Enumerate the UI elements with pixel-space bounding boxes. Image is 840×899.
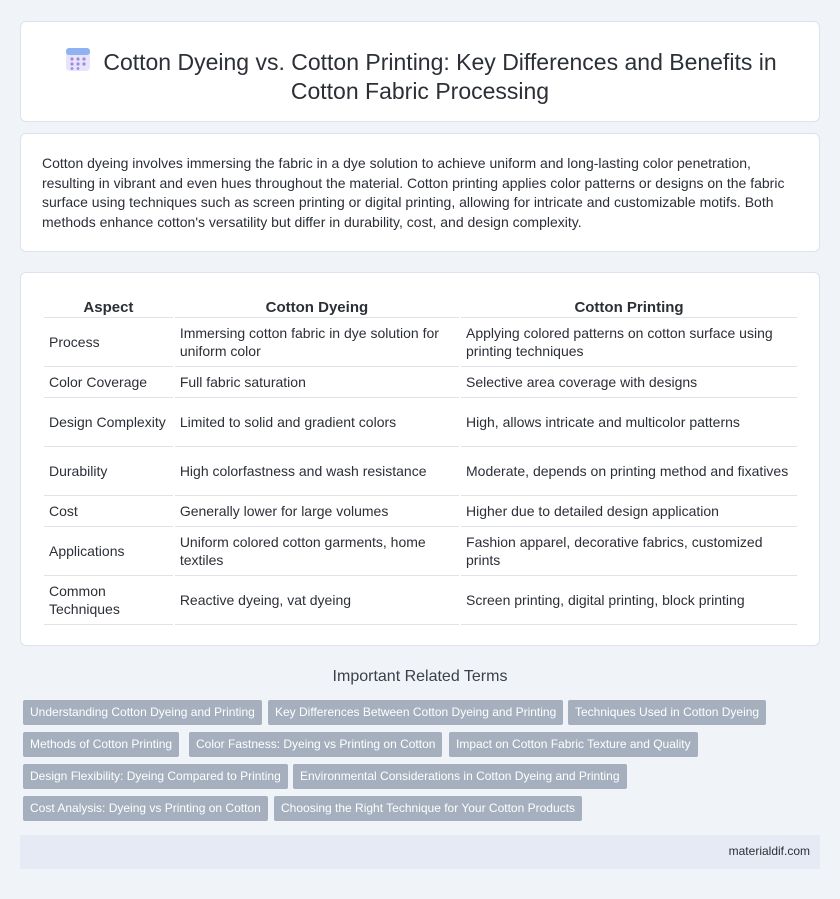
related-tag-link[interactable]: Design Flexibility: Dyeing Compared to Printing	[23, 764, 288, 789]
related-tag-link[interactable]: Impact on Cotton Fabric Texture and Quality	[449, 732, 698, 757]
related-tag-link[interactable]: Understanding Cotton Dyeing and Printing	[23, 700, 262, 725]
table-row	[44, 367, 797, 398]
footer-site-link[interactable]: materialdif.com	[728, 844, 810, 858]
header-cotton-printing: Cotton Printing	[461, 294, 797, 318]
row-dyeing: Limited to solid and gradient colors	[175, 398, 459, 447]
related-tag-link[interactable]: Color Fastness: Dyeing vs Printing on Cotton	[189, 732, 442, 757]
row-printing: Moderate, depends on printing method and fixatives	[461, 447, 797, 496]
header-cotton-dyeing: Cotton Dyeing	[175, 294, 459, 318]
title-card	[20, 21, 820, 122]
intro-card	[20, 133, 820, 252]
page-title-wrap	[21, 44, 819, 106]
row-aspect: Durability	[44, 447, 173, 496]
table-row	[44, 496, 797, 527]
header-aspect: Aspect	[44, 294, 173, 318]
related-tag-link[interactable]: Key Differences Between Cotton Dyeing and Printing	[268, 700, 563, 725]
table-row	[44, 576, 797, 625]
footer	[20, 835, 820, 869]
intro-paragraph: Cotton dyeing involves immersing the fabric in a dye solution to achieve uniform and long-lasting color penetration, resulting in vibrant and even hues throughout the material. Cotton printing applies color patterns or designs on the fabric surface using techniques such as screen printing or digital printing, allowing for intricate and customizable motifs. Both methods enhance cotton's versatility but differ in durability, cost, and design complexity.	[42, 155, 785, 230]
table-header-row	[44, 294, 797, 318]
row-dyeing: High colorfastness and wash resistance	[175, 447, 459, 496]
row-aspect: Common Techniques	[44, 576, 173, 625]
row-printing: Applying colored patterns on cotton surface using printing techniques	[461, 318, 797, 367]
row-printing: Screen printing, digital printing, block printing	[461, 576, 797, 625]
related-tag-link[interactable]: Cost Analysis: Dyeing vs Printing on Cotton	[23, 796, 268, 821]
related-tag-link[interactable]: Methods of Cotton Printing	[23, 732, 179, 757]
related-tag-link[interactable]: Environmental Considerations in Cotton Dyeing and Printing	[293, 764, 627, 789]
related-tag-link[interactable]: Techniques Used in Cotton Dyeing	[568, 700, 766, 725]
row-dyeing: Full fabric saturation	[175, 367, 459, 398]
row-dyeing: Reactive dyeing, vat dyeing	[175, 576, 459, 625]
row-dyeing: Uniform colored cotton garments, home textiles	[175, 527, 459, 576]
row-aspect: Color Coverage	[44, 367, 173, 398]
table-row	[44, 398, 797, 447]
table-row	[44, 447, 797, 496]
comparison-table	[42, 294, 799, 625]
table-row	[44, 527, 797, 576]
row-printing: High, allows intricate and multicolor patterns	[461, 398, 797, 447]
table-row	[44, 318, 797, 367]
row-aspect: Process	[44, 318, 173, 367]
comparison-card	[20, 272, 820, 646]
row-aspect: Design Complexity	[44, 398, 173, 447]
row-printing: Selective area coverage with designs	[461, 367, 797, 398]
row-printing: Fashion apparel, decorative fabrics, customized prints	[461, 527, 797, 576]
calendar-grid-icon	[63, 44, 93, 74]
row-aspect: Cost	[44, 496, 173, 527]
row-printing: Higher due to detailed design application	[461, 496, 797, 527]
row-dyeing: Generally lower for large volumes	[175, 496, 459, 527]
page-title: Cotton Dyeing vs. Cotton Printing: Key Differences and Benefits in Cotton Fabric Processing	[103, 49, 777, 104]
row-dyeing: Immersing cotton fabric in dye solution for uniform color	[175, 318, 459, 367]
related-tag-link[interactable]: Choosing the Right Technique for Your Cotton Products	[274, 796, 582, 821]
row-aspect: Applications	[44, 527, 173, 576]
related-terms-heading: Important Related Terms	[332, 668, 508, 685]
